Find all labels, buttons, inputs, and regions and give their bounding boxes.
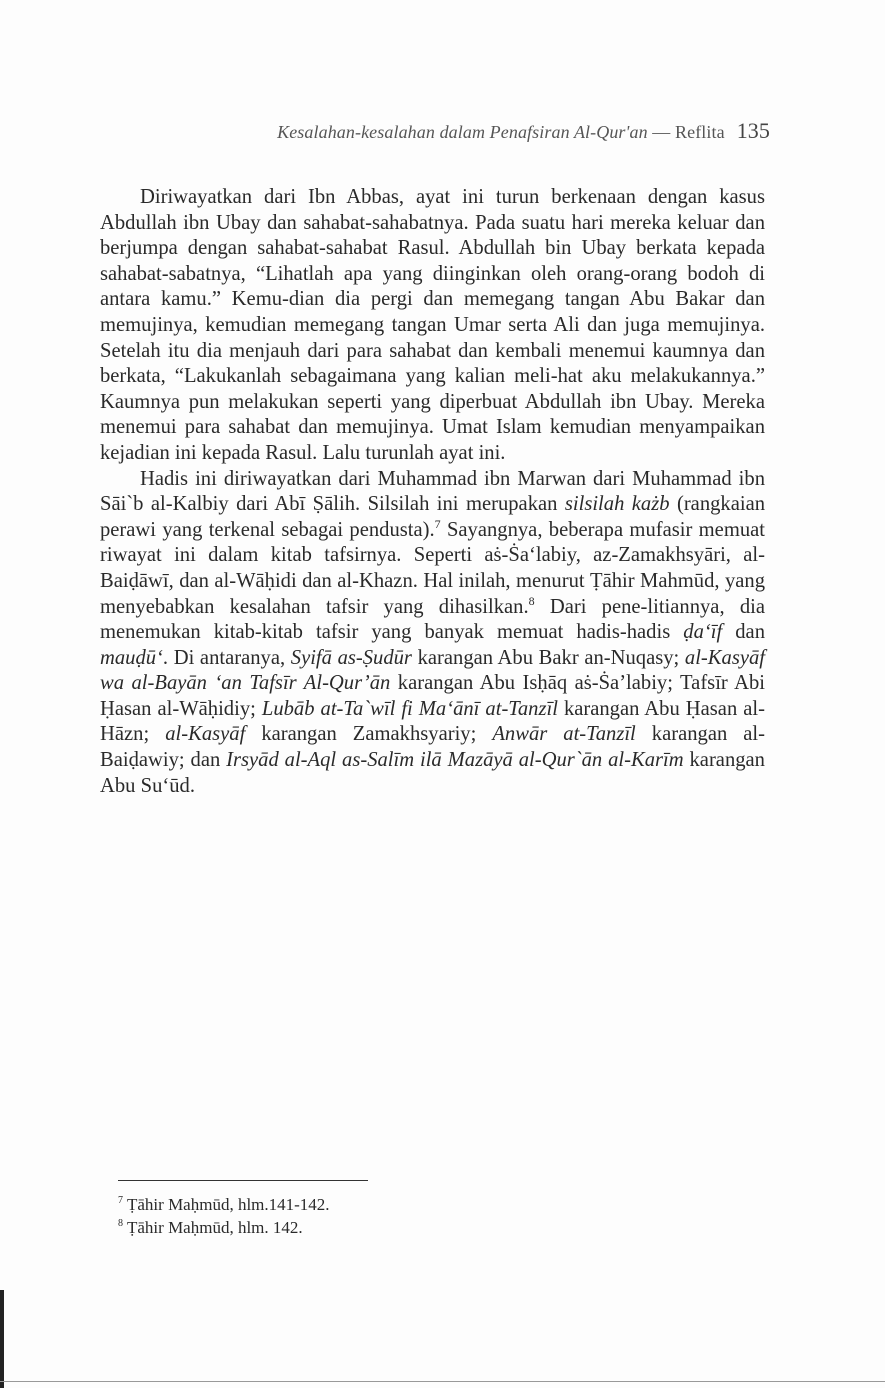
- italic-term: ḍa‘īf: [683, 621, 723, 644]
- text-run: . Di antaranya,: [162, 646, 291, 669]
- text-run: dan: [722, 621, 765, 644]
- text-run: Diriwayatkan dari Ibn Abbas, ayat ini turun berkenaan dengan kasus Abdullah ibn Ubay dan sahabat-sahabatnya. Pada suatu hari mereka keluar dan berjumpa dengan sahabat-sahabat Rasul. Abdullah bin Ubay berkata kepada sahabat-sabatnya, “Lihatlah apa yang diinginkan oleh orang-orang bodoh di antara kamu.” Kemu-dian dia pergi dan memegang tangan Abu Bakar dan memujinya, kemudian memegang tangan Umar serta Ali dan juga memujinya. Setelah itu dia menjauh dari para sahabat dan kembali menemui kaumnya dan berkata, “Lakukanlah sebagaimana yang kalian meli-hat aku melakukannya.” Kaumnya pun melakukan seperti yang diperbuat Abdullah ibn Ubay. Mereka menemui para sahabat dan memujinya. Umat Islam kemudian menyampaikan kejadian ini kepada Rasul. Lalu turunlah ayat ini.: [100, 186, 765, 464]
- italic-term: Syifā as-Ṣudūr: [290, 646, 412, 669]
- text-run: karangan Abu Isḥāq aṡ-Ṡa’labiy; Tafsīr Abi Ḥasan al-Wāḥidiy;: [100, 672, 765, 720]
- page-number: 135: [736, 118, 770, 143]
- text-run: Hadis ini diriwayatkan dari Muhammad ibn Marwan dari Muhammad ibn Sāi`b al-Kalbiy dari Abī Ṣālih. Silsilah ini merupakan: [100, 467, 765, 516]
- footnote-reference: 7: [434, 516, 441, 531]
- text-run: karangan Abu Bakr an-Nuqasy;: [411, 646, 685, 669]
- footnote-8: [118, 1216, 718, 1239]
- italic-term: silsilah każb: [564, 493, 670, 516]
- footnote-text: Ṭāhir Maḥmūd, hlm. 142.: [127, 1218, 303, 1237]
- italic-term: mauḍū‘: [100, 646, 163, 669]
- text-run: karangan al-Baiḍawiy; dan: [100, 723, 766, 772]
- paragraph: [100, 467, 765, 800]
- running-head-separator: —: [647, 122, 675, 142]
- text-run: karangan Abu Su‘ūd.: [100, 749, 765, 797]
- running-head: [0, 118, 770, 144]
- scan-edge-line: [0, 1381, 885, 1382]
- text-run: karangan Zamakhsyariy;: [245, 723, 493, 746]
- italic-term: Irsyād al-Aql as-Salīm ilā Mazāyā al-Qur`ān al-Karīm: [226, 749, 684, 772]
- footnote-text: Ṭāhir Maḥmūd, hlm.141-142.: [127, 1195, 330, 1214]
- body-text: [100, 185, 765, 799]
- italic-term: Anwār at-Tanzīl: [492, 723, 636, 746]
- text-run: Sayangnya, beberapa mufasir memuat riwayat ini dalam kitab tafsirnya. Seperti aṡ-Ṡa‘labiy, az-Zamakhsyāri, al-Baiḍāwī, dan al-Wāḥidi dan al-Khazn. Hal inilah, menurut Ṭāhir Mahmūd, yang menyebabkan kesalahan tafsir yang dihasilkan.: [100, 518, 765, 618]
- running-head-title: Kesalahan-kesalahan dalam Penafsiran Al-Qur'an: [277, 122, 648, 142]
- running-head-author: Reflita: [675, 122, 725, 142]
- italic-term: al-Kasyāf wa al-Bayān ‘an Tafsīr Al-Qur’ān: [100, 646, 765, 695]
- italic-term: Lubāb at-Ta`wīl fi Ma‘ānī at-Tanzīl: [261, 697, 558, 720]
- paragraph: [100, 185, 765, 467]
- footnotes: [118, 1193, 718, 1239]
- text-run: karangan Abu Ḥasan al-Hāzn;: [100, 697, 765, 746]
- footnote-reference: 8: [528, 593, 535, 608]
- text-run: (rangkaian perawi yang terkenal sebagai pendusta).: [100, 493, 766, 541]
- footnote-marker: 8: [118, 1218, 123, 1230]
- italic-term: al-Kasyāf: [165, 723, 246, 746]
- footnote-divider: [118, 1180, 368, 1181]
- footnote-7: [118, 1193, 718, 1216]
- footnote-marker: 7: [118, 1195, 123, 1207]
- text-run: Dari pene-litiannya, dia menemukan kitab-kitab tafsir yang banyak memuat hadis-hadis: [100, 595, 765, 644]
- scan-edge-mark: [0, 1290, 4, 1388]
